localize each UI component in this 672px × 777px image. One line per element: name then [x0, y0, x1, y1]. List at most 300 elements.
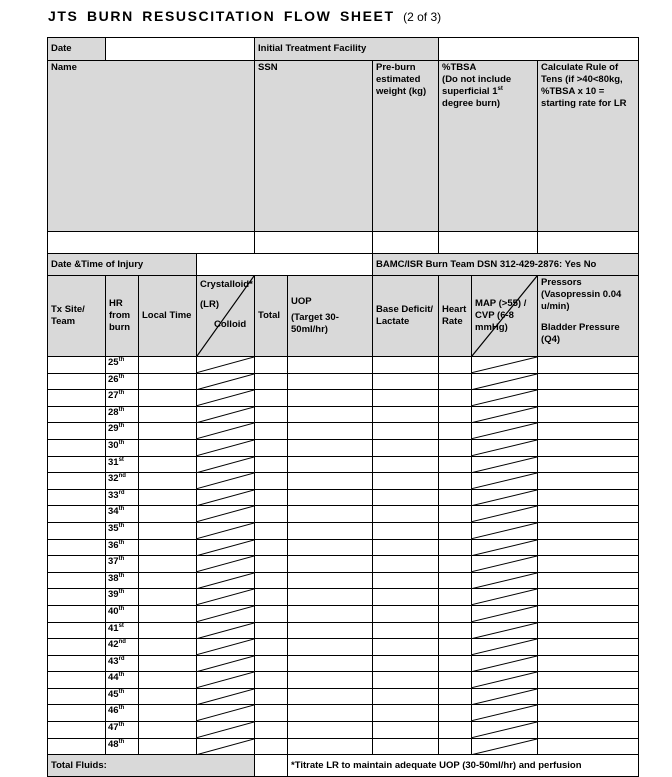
base-deficit-cell[interactable] [373, 722, 439, 739]
pressors-cell[interactable] [538, 473, 639, 490]
base-deficit-cell[interactable] [373, 473, 439, 490]
local-time-header: Local Time [139, 276, 197, 357]
hr-from-burn-cell [106, 605, 139, 622]
local-time-cell[interactable] [139, 639, 197, 656]
crystalloid-colloid-cell[interactable] [197, 456, 255, 473]
crystalloid-colloid-cell[interactable] [197, 439, 255, 456]
hr-from-burn-cell [106, 489, 139, 506]
hour-number: 48 [108, 738, 119, 750]
tx-site-cell[interactable] [48, 655, 106, 672]
local-time-cell[interactable] [139, 605, 197, 622]
uop-cell[interactable] [288, 373, 373, 390]
base-deficit-cell[interactable] [373, 622, 439, 639]
local-time-cell[interactable] [139, 705, 197, 722]
local-time-cell[interactable] [139, 423, 197, 440]
heart-rate-cell[interactable] [439, 589, 472, 606]
total-cell[interactable] [255, 390, 288, 407]
total-cell[interactable] [255, 556, 288, 573]
initial-facility-label: Initial Treatment Facility [255, 38, 439, 61]
crystalloid-colloid-cell[interactable] [197, 639, 255, 656]
base-deficit-cell[interactable] [373, 506, 439, 523]
total-cell[interactable] [255, 722, 288, 739]
map-cvp-cell[interactable] [472, 589, 538, 606]
base-deficit-cell[interactable] [373, 522, 439, 539]
cell-diagonal-line [472, 473, 537, 489]
map-cvp-cell[interactable] [472, 456, 538, 473]
hour-number: 34 [108, 506, 119, 518]
total-cell[interactable] [255, 738, 288, 755]
name-label: Name [48, 61, 255, 232]
total-cell[interactable] [255, 705, 288, 722]
pressors-cell[interactable] [538, 639, 639, 656]
uop-cell[interactable] [288, 655, 373, 672]
pressors-cell[interactable] [538, 406, 639, 423]
cell-diagonal-line [472, 390, 537, 406]
base-deficit-cell[interactable] [373, 539, 439, 556]
total-cell[interactable] [255, 357, 288, 374]
local-time-cell[interactable] [139, 373, 197, 390]
tx-site-cell[interactable] [48, 373, 106, 390]
base-deficit-cell[interactable] [373, 672, 439, 689]
cell-diagonal-line [197, 457, 254, 473]
uop-cell[interactable] [288, 489, 373, 506]
pressors-cell[interactable] [538, 589, 639, 606]
cell-diagonal-line [197, 573, 254, 589]
hour-suffix: th [118, 738, 125, 745]
hour-suffix: th [118, 721, 125, 728]
cell-diagonal-line [197, 705, 254, 721]
hour-suffix: rd [118, 489, 125, 496]
heart-rate-cell[interactable] [439, 373, 472, 390]
pressors-cell[interactable] [538, 672, 639, 689]
titrate-note: *Titrate LR to maintain adequate UOP (30-50ml/hr) and perfusion [288, 755, 639, 777]
pressors-cell[interactable] [538, 506, 639, 523]
crystalloid-colloid-cell[interactable] [197, 423, 255, 440]
uop-cell[interactable] [288, 688, 373, 705]
local-time-cell[interactable] [139, 489, 197, 506]
uop-cell[interactable] [288, 556, 373, 573]
local-time-cell[interactable] [139, 522, 197, 539]
pressors-cell[interactable] [538, 456, 639, 473]
hour-row [48, 522, 639, 539]
heart-rate-cell[interactable] [439, 506, 472, 523]
base-deficit-cell[interactable] [373, 439, 439, 456]
cell-diagonal-line [197, 374, 254, 390]
heart-rate-cell[interactable] [439, 473, 472, 490]
base-deficit-cell[interactable] [373, 655, 439, 672]
base-deficit-cell[interactable] [373, 589, 439, 606]
crystalloid-colloid-cell[interactable] [197, 605, 255, 622]
hour-number: 41 [108, 622, 119, 634]
tx-site-cell[interactable] [48, 456, 106, 473]
pressors-cell[interactable] [538, 489, 639, 506]
heart-rate-cell[interactable] [439, 722, 472, 739]
name-field[interactable] [48, 232, 255, 254]
tx-site-cell[interactable] [48, 390, 106, 407]
crystalloid-colloid-cell[interactable] [197, 406, 255, 423]
base-deficit-cell[interactable] [373, 572, 439, 589]
base-deficit-cell[interactable] [373, 639, 439, 656]
cell-diagonal-line [472, 739, 537, 755]
uop-cell[interactable] [288, 522, 373, 539]
pressors-cell[interactable] [538, 572, 639, 589]
crystalloid-colloid-cell[interactable] [197, 572, 255, 589]
sheet-title-page: (2 of 3) [403, 10, 442, 24]
base-deficit-cell[interactable] [373, 489, 439, 506]
uop-cell[interactable] [288, 423, 373, 440]
uop-cell[interactable] [288, 622, 373, 639]
pressors-cell[interactable] [538, 655, 639, 672]
crystalloid-colloid-cell[interactable] [197, 738, 255, 755]
crystalloid-colloid-cell[interactable] [197, 722, 255, 739]
crystalloid-colloid-cell[interactable] [197, 473, 255, 490]
sheet-title-main: JTS BURN RESUSCITATION FLOW SHEET [48, 8, 395, 24]
hour-row [48, 622, 639, 639]
total-cell[interactable] [255, 622, 288, 639]
uop-cell[interactable] [288, 473, 373, 490]
bladder-pressure-label: Bladder Pressure (Q4) [541, 322, 620, 345]
local-time-cell[interactable] [139, 439, 197, 456]
total-cell[interactable] [255, 373, 288, 390]
cell-diagonal-line [197, 623, 254, 639]
total-cell[interactable] [255, 456, 288, 473]
crystalloid-colloid-cell[interactable] [197, 539, 255, 556]
hour-row [48, 406, 639, 423]
cvp-label: CVP (6-8 mmHg) [475, 310, 514, 333]
pressors-cell[interactable] [538, 622, 639, 639]
hour-suffix: rd [118, 655, 125, 662]
tx-site-cell[interactable] [48, 506, 106, 523]
heart-rate-cell[interactable] [439, 705, 472, 722]
hour-suffix: th [118, 672, 125, 679]
map-cvp-cell[interactable] [472, 672, 538, 689]
hour-row [48, 556, 639, 573]
pressors-cell[interactable] [538, 423, 639, 440]
hr-from-burn-cell [106, 390, 139, 407]
base-deficit-cell[interactable] [373, 423, 439, 440]
crystalloid-colloid-cell[interactable] [197, 506, 255, 523]
tx-site-cell[interactable] [48, 439, 106, 456]
map-cvp-cell[interactable] [472, 390, 538, 407]
date-time-injury-field[interactable] [197, 254, 373, 276]
map-cvp-header [472, 276, 538, 357]
heart-rate-cell[interactable] [439, 655, 472, 672]
total-cell[interactable] [255, 655, 288, 672]
tx-site-cell[interactable] [48, 639, 106, 656]
base-deficit-cell[interactable] [373, 556, 439, 573]
ssn-field[interactable] [255, 232, 373, 254]
uop-cell[interactable] [288, 605, 373, 622]
hour-number: 29 [108, 423, 119, 435]
crystalloid-colloid-cell[interactable] [197, 489, 255, 506]
pressors-cell[interactable] [538, 390, 639, 407]
date-field[interactable] [106, 38, 255, 61]
pressors-cell[interactable] [538, 722, 639, 739]
base-deficit-cell[interactable] [373, 705, 439, 722]
preburn-weight-label: Pre-burn estimated weight (kg) [373, 61, 439, 232]
total-cell[interactable] [255, 589, 288, 606]
heart-rate-cell[interactable] [439, 439, 472, 456]
cell-diagonal-line [197, 506, 254, 522]
cell-diagonal-line [472, 440, 537, 456]
tx-site-cell[interactable] [48, 705, 106, 722]
pressors-cell[interactable] [538, 373, 639, 390]
map-cvp-cell[interactable] [472, 373, 538, 390]
base-deficit-cell[interactable] [373, 688, 439, 705]
uop-label: UOP [291, 296, 312, 307]
base-deficit-cell[interactable] [373, 406, 439, 423]
tx-site-cell[interactable] [48, 672, 106, 689]
local-time-cell[interactable] [139, 406, 197, 423]
uop-cell[interactable] [288, 738, 373, 755]
hour-number: 43 [108, 655, 119, 667]
cell-diagonal-line [472, 357, 537, 373]
crystalloid-colloid-cell[interactable] [197, 622, 255, 639]
local-time-cell[interactable] [139, 722, 197, 739]
tx-site-cell[interactable] [48, 738, 106, 755]
local-time-cell[interactable] [139, 589, 197, 606]
base-deficit-cell[interactable] [373, 456, 439, 473]
crystalloid-colloid-cell[interactable] [197, 556, 255, 573]
base-deficit-cell[interactable] [373, 357, 439, 374]
cell-diagonal-line [197, 722, 254, 738]
base-deficit-cell[interactable] [373, 373, 439, 390]
map-cvp-cell[interactable] [472, 738, 538, 755]
heart-rate-cell[interactable] [439, 539, 472, 556]
heart-rate-cell[interactable] [439, 572, 472, 589]
hour-row [48, 373, 639, 390]
cell-diagonal-line [197, 390, 254, 406]
total-cell[interactable] [255, 639, 288, 656]
tx-site-cell[interactable] [48, 406, 106, 423]
heart-rate-cell[interactable] [439, 639, 472, 656]
uop-cell[interactable] [288, 705, 373, 722]
total-cell[interactable] [255, 506, 288, 523]
base-deficit-cell[interactable] [373, 738, 439, 755]
initial-facility-field[interactable] [439, 38, 639, 61]
tx-site-cell[interactable] [48, 357, 106, 374]
uop-cell[interactable] [288, 406, 373, 423]
local-time-cell[interactable] [139, 539, 197, 556]
hour-row [48, 489, 639, 506]
crystalloid-colloid-cell[interactable] [197, 705, 255, 722]
total-fluids-row [48, 755, 639, 777]
map-cvp-cell[interactable] [472, 423, 538, 440]
total-cell[interactable] [255, 406, 288, 423]
heart-rate-cell[interactable] [439, 357, 472, 374]
uop-cell[interactable] [288, 390, 373, 407]
crystalloid-label: Crystalloid* [200, 279, 253, 290]
map-cvp-cell[interactable] [472, 655, 538, 672]
heart-rate-cell[interactable] [439, 738, 472, 755]
cell-diagonal-line [197, 407, 254, 423]
heart-rate-cell[interactable] [439, 622, 472, 639]
uop-cell[interactable] [288, 439, 373, 456]
total-cell[interactable] [255, 539, 288, 556]
tx-site-cell[interactable] [48, 423, 106, 440]
hour-suffix: th [118, 555, 125, 562]
map-cvp-cell[interactable] [472, 489, 538, 506]
base-deficit-cell[interactable] [373, 390, 439, 407]
hour-row [48, 639, 639, 656]
cell-diagonal-line [472, 540, 537, 556]
tx-site-cell[interactable] [48, 688, 106, 705]
hour-row [48, 506, 639, 523]
tx-site-cell[interactable] [48, 539, 106, 556]
colloid-label: Colloid [214, 319, 247, 330]
pressors-cell[interactable] [538, 357, 639, 374]
uop-cell[interactable] [288, 722, 373, 739]
crystalloid-colloid-cell[interactable] [197, 655, 255, 672]
map-cvp-cell[interactable] [472, 473, 538, 490]
map-cvp-cell[interactable] [472, 522, 538, 539]
hour-number: 42 [108, 639, 119, 651]
hour-suffix: st [118, 456, 124, 463]
map-cvp-cell[interactable] [472, 406, 538, 423]
local-time-cell[interactable] [139, 572, 197, 589]
tx-site-cell[interactable] [48, 556, 106, 573]
total-header: Total [255, 276, 288, 357]
local-time-cell[interactable] [139, 556, 197, 573]
total-cell[interactable] [255, 489, 288, 506]
tbsa-note-b: degree burn) [442, 98, 501, 109]
map-cvp-cell[interactable] [472, 722, 538, 739]
map-cvp-cell[interactable] [472, 539, 538, 556]
crystalloid-colloid-cell[interactable] [197, 373, 255, 390]
heart-rate-cell[interactable] [439, 605, 472, 622]
crystalloid-colloid-cell[interactable] [197, 688, 255, 705]
total-cell[interactable] [255, 439, 288, 456]
uop-target-label: (Target 30-50ml/hr) [291, 312, 339, 335]
pressors-cell[interactable] [538, 522, 639, 539]
local-time-cell[interactable] [139, 456, 197, 473]
heart-rate-cell[interactable] [439, 522, 472, 539]
total-cell[interactable] [255, 688, 288, 705]
hour-suffix: nd [118, 473, 126, 479]
hr-from-burn-cell [106, 406, 139, 423]
local-time-cell[interactable] [139, 622, 197, 639]
pressors-cell[interactable] [538, 605, 639, 622]
total-cell[interactable] [255, 572, 288, 589]
heart-rate-cell[interactable] [439, 688, 472, 705]
tx-site-cell[interactable] [48, 489, 106, 506]
heart-rate-cell[interactable] [439, 390, 472, 407]
map-cvp-cell[interactable] [472, 705, 538, 722]
crystalloid-colloid-cell[interactable] [197, 672, 255, 689]
pressors-cell[interactable] [538, 439, 639, 456]
tx-site-cell[interactable] [48, 572, 106, 589]
map-cvp-cell[interactable] [472, 556, 538, 573]
heart-rate-cell[interactable] [439, 489, 472, 506]
heart-rate-cell[interactable] [439, 456, 472, 473]
map-cvp-cell[interactable] [472, 439, 538, 456]
tbsa-field[interactable] [439, 232, 538, 254]
uop-cell[interactable] [288, 672, 373, 689]
local-time-cell[interactable] [139, 655, 197, 672]
uop-cell[interactable] [288, 357, 373, 374]
base-deficit-cell[interactable] [373, 605, 439, 622]
total-cell[interactable] [255, 672, 288, 689]
total-cell[interactable] [255, 522, 288, 539]
hour-row [48, 605, 639, 622]
tx-site-cell[interactable] [48, 605, 106, 622]
hour-number: 27 [108, 390, 119, 402]
pressors-cell[interactable] [538, 705, 639, 722]
heart-rate-cell[interactable] [439, 423, 472, 440]
hour-number: 38 [108, 572, 119, 584]
total-cell[interactable] [255, 423, 288, 440]
crystalloid-colloid-cell[interactable] [197, 357, 255, 374]
local-time-cell[interactable] [139, 688, 197, 705]
local-time-cell[interactable] [139, 672, 197, 689]
heart-rate-cell[interactable] [439, 406, 472, 423]
map-cvp-cell[interactable] [472, 572, 538, 589]
uop-cell[interactable] [288, 506, 373, 523]
local-time-cell[interactable] [139, 390, 197, 407]
rule-of-tens-field[interactable] [538, 232, 639, 254]
tx-site-cell[interactable] [48, 473, 106, 490]
map-cvp-cell[interactable] [472, 357, 538, 374]
crystalloid-colloid-cell[interactable] [197, 589, 255, 606]
map-cvp-cell[interactable] [472, 639, 538, 656]
map-cvp-cell[interactable] [472, 506, 538, 523]
map-cvp-cell[interactable] [472, 688, 538, 705]
uop-cell[interactable] [288, 456, 373, 473]
cell-diagonal-line [472, 523, 537, 539]
hour-suffix: th [118, 506, 125, 513]
local-time-cell[interactable] [139, 473, 197, 490]
cell-diagonal-line [197, 739, 254, 755]
uop-cell[interactable] [288, 539, 373, 556]
pressors-cell[interactable] [538, 556, 639, 573]
heart-rate-header: Heart Rate [439, 276, 472, 357]
tx-site-cell[interactable] [48, 589, 106, 606]
cell-diagonal-line [197, 689, 254, 705]
uop-cell[interactable] [288, 572, 373, 589]
hour-row [48, 672, 639, 689]
hr-from-burn-cell [106, 439, 139, 456]
heart-rate-cell[interactable] [439, 672, 472, 689]
tx-site-cell[interactable] [48, 622, 106, 639]
map-cvp-cell[interactable] [472, 622, 538, 639]
crystalloid-colloid-cell[interactable] [197, 390, 255, 407]
tx-site-cell[interactable] [48, 722, 106, 739]
tx-site-cell[interactable] [48, 522, 106, 539]
pressors-cell[interactable] [538, 738, 639, 755]
hour-row [48, 655, 639, 672]
hour-row [48, 439, 639, 456]
crystalloid-colloid-cell[interactable] [197, 522, 255, 539]
pressors-cell[interactable] [538, 688, 639, 705]
map-cvp-cell[interactable] [472, 605, 538, 622]
hour-suffix: th [118, 605, 125, 612]
hr-from-burn-cell [106, 688, 139, 705]
heart-rate-cell[interactable] [439, 556, 472, 573]
total-cell[interactable] [255, 473, 288, 490]
uop-cell[interactable] [288, 639, 373, 656]
hr-from-burn-cell [106, 423, 139, 440]
uop-cell[interactable] [288, 589, 373, 606]
local-time-cell[interactable] [139, 738, 197, 755]
hour-number: 39 [108, 589, 119, 601]
total-fluids-field[interactable] [255, 755, 288, 777]
preburn-weight-field[interactable] [373, 232, 439, 254]
local-time-cell[interactable] [139, 506, 197, 523]
pressors-cell[interactable] [538, 539, 639, 556]
local-time-cell[interactable] [139, 357, 197, 374]
total-cell[interactable] [255, 605, 288, 622]
cell-diagonal-line [472, 623, 537, 639]
